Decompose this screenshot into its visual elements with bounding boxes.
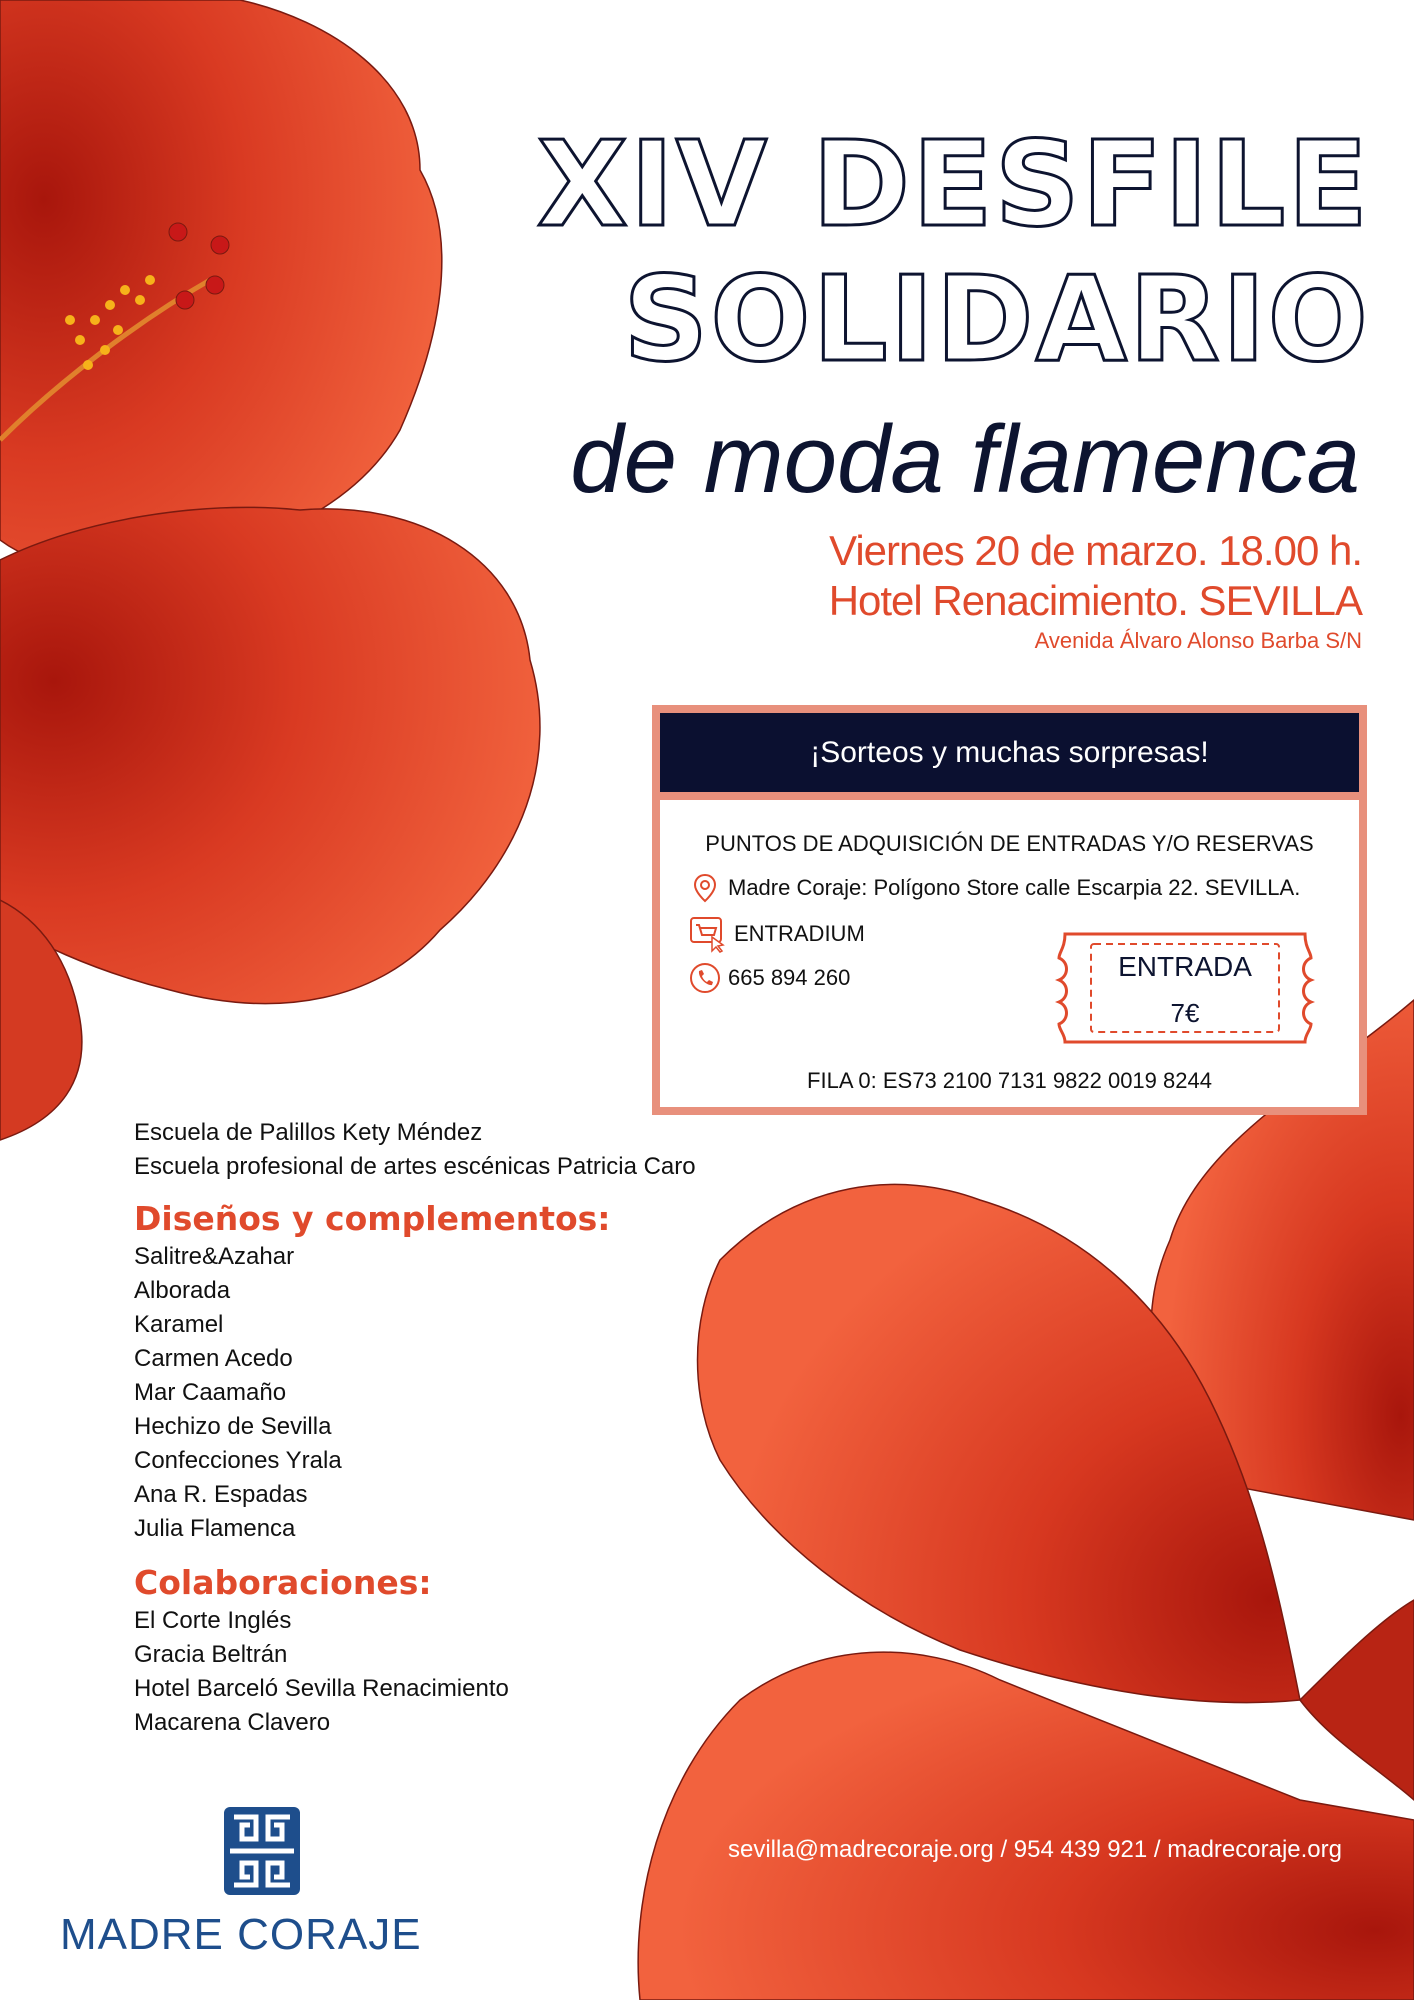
event-address: Avenida Álvaro Alonso Barba S/N [1034, 628, 1362, 653]
ticket-point-online [688, 915, 865, 953]
ticket-badge [1055, 928, 1315, 1048]
greek-key-logo-icon [222, 1805, 302, 1897]
entradium-link[interactable]: ENTRADIUM [734, 921, 865, 946]
school-2: Escuela profesional de artes escénicas Patricia Caro [134, 1153, 696, 1180]
ticket-info-box [652, 705, 1367, 1115]
phone-number[interactable]: 665 894 260 [728, 965, 851, 990]
list-item: Hotel Barceló Sevilla Renacimiento [134, 1675, 509, 1702]
collabs-list [134, 1604, 509, 1740]
shopping-cart-icon [688, 915, 728, 953]
store-address-text: Madre Coraje: Polígono Store calle Escarpia 22. SEVILLA. [728, 875, 1301, 900]
ticket-label: ENTRADA [1118, 951, 1252, 982]
list-item: Hechizo de Sevilla [134, 1413, 332, 1440]
fila-cero-account: FILA 0: ES73 2100 7131 9822 0019 8244 [807, 1068, 1212, 1093]
list-item: El Corte Inglés [134, 1607, 292, 1634]
title-line-1: XIV DESFILE [536, 115, 1370, 253]
ticket-point-phone [688, 961, 850, 995]
designs-list [134, 1240, 342, 1546]
list-item: Carmen Acedo [134, 1345, 293, 1372]
ticket-price: 7€ [1170, 998, 1200, 1028]
list-item: Mar Caamaño [134, 1379, 287, 1406]
title-line-2: SOLIDARIO [623, 250, 1370, 388]
list-item: Alborada [134, 1277, 231, 1304]
phone-icon [688, 961, 722, 995]
collabs-heading: Colaboraciones: [134, 1563, 432, 1602]
event-date-time: Viernes 20 de marzo. 18.00 h. [829, 527, 1362, 574]
list-item: Karamel [134, 1311, 224, 1338]
list-item: Ana R. Espadas [134, 1481, 308, 1508]
subtitle: de moda flamenca [570, 406, 1360, 513]
event-venue: Hotel Renacimiento. SEVILLA [828, 577, 1362, 624]
designs-heading: Diseños y complementos: [134, 1199, 611, 1238]
top-left-flower [0, 0, 540, 1140]
school-1: Escuela de Palillos Kety Méndez [134, 1119, 483, 1146]
list-item: Macarena Clavero [134, 1709, 331, 1736]
logo-text: MADRE CORAJE [60, 1910, 422, 1959]
ticket-points-heading: PUNTOS DE ADQUISICIÓN DE ENTRADAS Y/O RESERVAS [705, 831, 1314, 856]
list-item: Julia Flamenca [134, 1515, 296, 1542]
ticket-icon [1055, 928, 1315, 1048]
raffle-banner: ¡Sorteos y muchas sorpresas! [660, 713, 1359, 792]
list-item: Salitre&Azahar [134, 1243, 295, 1270]
ticket-point-store [688, 871, 1300, 905]
contact-info[interactable]: sevilla@madrecoraje.org / 954 439 921 / madrecoraje.org [727, 1836, 1342, 1863]
madre-coraje-logo [60, 1800, 460, 1960]
list-item: Gracia Beltrán [134, 1641, 288, 1668]
list-item: Confecciones Yrala [134, 1447, 342, 1474]
location-pin-icon [688, 871, 722, 905]
banner-divider [660, 792, 1359, 800]
